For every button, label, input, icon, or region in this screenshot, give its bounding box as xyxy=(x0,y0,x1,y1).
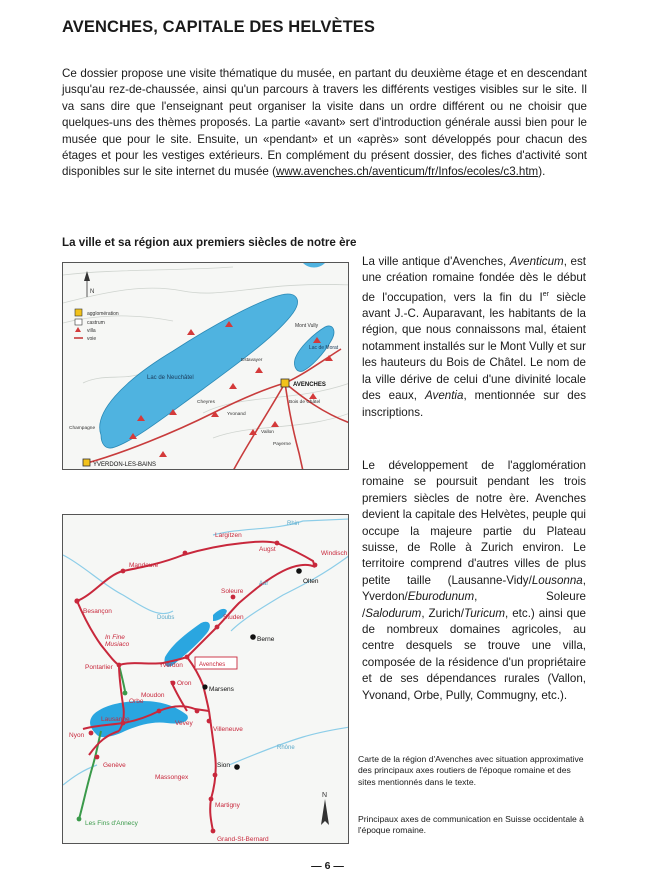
svg-text:Olten: Olten xyxy=(303,578,319,585)
svg-text:Berne: Berne xyxy=(257,636,275,643)
museum-website-link[interactable]: www.avenches.ch/aventicum/fr/Infos/ecoles/c3.htm xyxy=(275,165,539,179)
svg-text:Villeneuve: Villeneuve xyxy=(213,726,243,733)
svg-text:Largitzen: Largitzen xyxy=(215,532,242,539)
lake-neuchatel-shape xyxy=(100,294,298,448)
svg-text:Estavayer: Estavayer xyxy=(241,358,263,363)
intro-paragraph: Ce dossier propose une visite thématique du musée, en partant du deuxième étage et en descendant jusqu'au rez-de-chaussée, ainsi qu'un parcours à travers les différents vestiges visibles sur le site. Il va sans dire que l'enseignant peut organiser la visite dans un ordre différent ou ne choisir que quelques-uns des thèmes proposés. La partie «avant» sert d'introduction générale aussi bien pour le musée que pour le site. Ensuite, un «pendant» et un «après» sont développés pour chacun des étages et pour les vestiges extérieurs. En complément du présent dossier, des fiches d'activité sont disponibles sur le site internet du musée (www.avenches.ch/aventicum/fr/Infos/ecoles/c3.htm). xyxy=(62,67,587,179)
svg-text:Cheyres: Cheyres xyxy=(197,400,215,405)
section-heading: La ville et sa région aux premiers siècles de notre ère xyxy=(62,236,357,249)
svg-text:Moudon: Moudon xyxy=(141,692,165,699)
svg-text:Mont Vully: Mont Vully xyxy=(295,323,319,329)
svg-text:Lausanne: Lausanne xyxy=(101,716,130,723)
svg-text:Mandeure: Mandeure xyxy=(129,562,159,569)
svg-text:villa: villa xyxy=(87,328,96,334)
svg-text:Rhin: Rhin xyxy=(287,521,300,527)
svg-text:agglomération: agglomération xyxy=(87,311,119,317)
svg-text:Orbe: Orbe xyxy=(129,698,144,705)
page-number: — 6 — xyxy=(311,860,344,872)
svg-text:Aar: Aar xyxy=(259,581,269,587)
svg-text:Doubs: Doubs xyxy=(157,615,175,621)
avenches-region-map xyxy=(62,262,349,470)
svg-text:Sion: Sion xyxy=(217,762,231,769)
svg-text:Besançon: Besançon xyxy=(83,608,112,615)
svg-text:Soleure: Soleure xyxy=(221,588,244,595)
caption-region-map: Carte de la région d'Avenches avec situation approximative des principaux axes routiers de l'époque romaine et des sites mentionnés dans le texte. xyxy=(358,754,584,787)
svg-text:Grand-St-Bernard: Grand-St-Bernard xyxy=(217,836,269,843)
svg-text:Vallon: Vallon xyxy=(261,430,274,435)
svg-text:Pontarlier: Pontarlier xyxy=(85,664,113,671)
svg-text:Lac de Neuchâtel: Lac de Neuchâtel xyxy=(147,375,194,381)
svg-text:castrum: castrum xyxy=(87,320,105,326)
svg-text:Les Fins d'Annecy: Les Fins d'Annecy xyxy=(85,820,138,827)
svg-text:Augst: Augst xyxy=(259,546,276,553)
svg-text:Champagne: Champagne xyxy=(69,426,96,431)
svg-text:Studen: Studen xyxy=(223,614,244,621)
svg-text:N: N xyxy=(90,289,95,295)
svg-text:Yvonand: Yvonand xyxy=(227,412,246,417)
north-arrow-icon xyxy=(321,792,329,825)
page-title: AVENCHES, CAPITALE DES HELVÈTES xyxy=(62,18,375,36)
svg-text:Payerne: Payerne xyxy=(273,442,291,447)
town-markers xyxy=(74,541,317,834)
roman-roads xyxy=(77,542,315,832)
region-paragraph-1: La ville antique d'Avenches, Aventicum, est une création romaine fondée dès le début de l'occupation, vers la fin du Ier siècle avant J.-C. Auparavant, les habitants de la région, que nous connaissons mal, étaient notamment installés sur le Mont Vully et sur les hauteurs du Bois de Châtel. Le nom de la ville dérive de celui d'une divinité locale des eaux, Aventia, mentionnée sur des inscriptions. xyxy=(362,255,586,419)
svg-text:Massongex: Massongex xyxy=(155,774,189,781)
svg-text:Genève: Genève xyxy=(103,762,126,769)
svg-text:Oron: Oron xyxy=(177,680,192,687)
svg-text:In FineMusiaco: In Fine Musiaco xyxy=(105,634,130,648)
region-paragraph-2: Le développement de l'agglomération romaine se poursuit pendant les trois premiers siècles de notre ère. Avenches devient la capitale des Helvètes, peuple qui occupe la majeure partie du Plateau suisse, de Rolle à Zurich environ. Le territoire comprend d'autres villes de plus petite taille (Lausanne-Vidy/Lousonna, Yverdon/Eburodunum, Soleure /Salodurum, Zurich/Turicum, etc.) ainsi que de nombreux domaines agricoles, au centre desquels se trouve une villa, composée de la résidence d'un propriétaire et de ses dépendances rurales (Vallon, Yvonand, Orbe, Pully, Commugny, etc.). xyxy=(362,459,586,702)
svg-text:N: N xyxy=(322,792,328,799)
svg-text:Avenches: Avenches xyxy=(199,662,226,668)
svg-text:Nyon: Nyon xyxy=(69,732,85,739)
svg-text:Bois de Châtel: Bois de Châtel xyxy=(289,400,321,405)
svg-text:YVERDON-LES-BAINS: YVERDON-LES-BAINS xyxy=(93,462,157,468)
caption-roads-map: Principaux axes de communication en Suisse occidentale à l'époque romaine. xyxy=(358,814,584,836)
north-arrow-icon xyxy=(84,271,94,297)
svg-text:AVENCHES: AVENCHES xyxy=(293,382,326,388)
svg-text:Martigny: Martigny xyxy=(215,802,240,809)
svg-text:voie: voie xyxy=(87,336,97,342)
svg-text:Marsens: Marsens xyxy=(209,686,234,693)
svg-text:Windisch: Windisch xyxy=(321,550,348,557)
map-legend xyxy=(74,309,119,342)
western-switzerland-roads-map xyxy=(62,514,349,844)
svg-text:Vevey: Vevey xyxy=(175,720,193,727)
svg-text:Rhône: Rhône xyxy=(277,745,295,751)
svg-text:Yverdon: Yverdon xyxy=(159,662,183,669)
svg-text:Lac de Morat: Lac de Morat xyxy=(309,345,339,351)
